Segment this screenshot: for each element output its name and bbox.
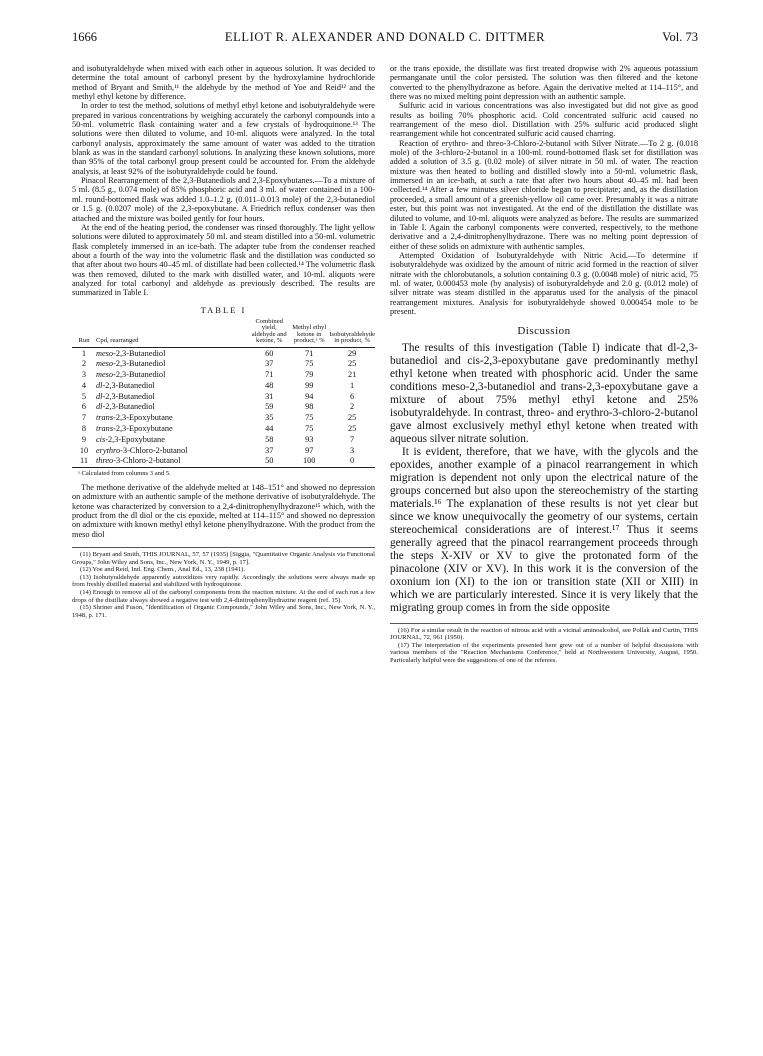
left-column	[72, 64, 375, 619]
run-number: 8	[81, 424, 87, 433]
aldehyde-cell: 1	[350, 380, 355, 390]
combined-cell: 35	[265, 413, 274, 423]
compound-name: -2,3-Butanediol	[113, 370, 166, 380]
page-number: 1666	[72, 30, 97, 44]
footnote: (17) The interpretation of the experiments presented here grew out of a number of helpful discussions with various members of the "Reaction Mechanisms Conference," held at Northwestern University, August, 1950. Particularly helpful were the suggestions of one of the referees.	[390, 641, 698, 664]
table-row	[72, 347, 375, 358]
footnote: (16) For a similar result in the reaction of nitrous acid with a vicinal aminoalcohol, see Pollak and Curtin, THIS JOURNAL, 72, 961 (1950).	[390, 626, 698, 642]
compound-name: -2,3-Butanediol	[113, 359, 166, 369]
compound-prefix: dl	[96, 380, 103, 390]
aldehyde-cell: 6	[350, 391, 355, 401]
volume-label: Vol. 73	[662, 30, 698, 44]
aldehyde-cell: 0	[329, 456, 375, 467]
footnote: (12) Yoe and Reid, Ind. Eng. Chem., Anal Ed., 13, 238 (1941).	[80, 566, 246, 574]
combined-cell: 37	[265, 445, 274, 455]
compound-cell	[96, 370, 249, 381]
compound-prefix: trans	[96, 413, 114, 423]
aldehyde-cell: 29	[347, 348, 357, 358]
aldehyde-cell: 2	[350, 402, 355, 412]
table-row	[72, 413, 375, 424]
compound-name: -3-Chloro-2-butanol	[113, 456, 181, 466]
compound-cell	[96, 445, 249, 456]
compound-cell	[96, 456, 249, 467]
footnote: (14) Enough to remove all of the carbonyl components from the reaction mixture. At the end of each run a few drops of the distillate always showed a negative test with 2,4-dinitrophenylhydrazine reagent (ref. 15).	[72, 589, 375, 604]
right-column	[390, 64, 698, 665]
aldehyde-cell: 7	[350, 434, 355, 444]
paragraph: At the end of the heating period, the condenser was rinsed thoroughly. The light yellow solutions were diluted to approximately 50 ml. and steam distilled into a 50-ml. volumetric flask completely immersed in an ice-bath. The adapter tube from the condenser reached about a fourth of the way into the volumetric flask and the distillation was conducted so that after about two hours 40–45 ml. of distillate had been collected.¹⁴ The volumetric flask was then removed, diluted to the mark with distilled water, and 10-ml. aliquots were analyzed for total carbonyl and aldehyde as previously described. The results are summarized in Table I.	[72, 222, 375, 298]
combined-cell: 59	[265, 402, 274, 412]
compound-name: -2,3-Butanediol	[113, 348, 166, 358]
compound-cell	[96, 391, 249, 402]
discussion-heading: Discussion	[517, 325, 571, 338]
table-row	[72, 434, 375, 445]
ketone-cell: 97	[305, 445, 314, 455]
compound-prefix: meso	[96, 359, 114, 369]
compound-prefix: meso	[96, 370, 114, 380]
compound-cell	[96, 423, 249, 434]
compound-name: -2,3-Butanediol	[102, 380, 155, 390]
compound-prefix: dl	[96, 391, 103, 401]
ketone-cell: 75	[305, 359, 314, 369]
ketone-cell: 71	[305, 348, 314, 358]
ketone-cell: 94	[305, 391, 314, 401]
paragraph: Sulfuric acid in various concentrations was also investigated but did not give as good results as boiling 70% phosphoric acid. Cold concentrated sulfuric acid caused no rearrangement of the meso diol. Distillation with 25% sulfuric acid produced slight rearrangement while hot concentrated sulfuric acid caused charring.	[390, 101, 698, 139]
table-row	[72, 456, 375, 467]
footnotes-left	[72, 547, 375, 619]
ketone-cell: 98	[305, 402, 314, 412]
run-number: 7	[81, 413, 87, 423]
compound-prefix: dl	[96, 402, 103, 412]
table-row	[72, 370, 375, 381]
table-row	[72, 402, 375, 413]
run-number: 4	[81, 380, 87, 390]
run-number: 11	[72, 456, 96, 467]
compound-cell	[96, 359, 249, 370]
section-paragraph-oxidation: Attempted Oxidation of Isobutyraldehyde with Nitric Acid.—To determine if isobutyraldehyde was oxidized by the amount of nitric acid formed in the reaction of silver nitrate with the chlorobutanols, a solution containing 0.3 g. (0.0048 mole) of nitric acid, 75 ml. of water, 0.000453 mole (by analysis) of isobutyraldehyde and 2.0 g. (0.012 mole) of silver nitrate was steam distilled in the apparatus used for the analysis of the pinacol rearrangement mixtures. Analysis for isobutyraldehyde showed 0.000454 mole to be present.	[390, 250, 698, 316]
run-number: 6	[81, 402, 87, 412]
footnote: (15) Shriner and Fuson, "Identification of Organic Compounds," John Wiley and Sons, Inc., New York, N. Y., 1948, p. 171.	[72, 604, 375, 619]
compound-prefix: threo	[96, 456, 114, 466]
column-header-compound: Cpd, rearranged	[96, 319, 249, 348]
compound-prefix: trans	[96, 424, 114, 433]
table-row	[72, 391, 375, 402]
compound-cell	[96, 413, 249, 424]
aldehyde-cell: 3	[350, 445, 355, 455]
combined-cell: 44	[265, 424, 274, 433]
combined-cell: 37	[265, 359, 274, 369]
footnotes-right	[390, 623, 698, 665]
ketone-cell: 99	[305, 380, 314, 390]
compound-name: -2,3-Epoxybutane	[113, 413, 173, 423]
table-row	[72, 445, 375, 456]
column-header-combined: Combined yield, aldehyde and ketone, %	[249, 319, 289, 348]
paragraph: or the trans epoxide, the distillate was first treated dropwise with 2% aqueous potassium permanganate until the color persisted. The solution was then filtered and the ketone converted to the phenylhydrazone as before. Again the derivative melted at 114–115°, and there was no mixed melting point depression with an authentic sample.	[390, 64, 698, 102]
compound-name: -2,3-Epoxybutane	[113, 424, 173, 433]
column-header-ketone: Methyl ethyl ketone in product,ᵃ %	[289, 319, 329, 348]
ketone-cell: 75	[305, 424, 314, 433]
combined-cell: 71	[265, 370, 274, 380]
run-number: 5	[81, 391, 87, 401]
ketone-cell: 79	[305, 370, 314, 380]
paragraph: The results of this investigation (Table I) indicate that dl-2,3-butanediol and cis-2,3-epoxybutane gave predominantly methyl ethyl ketone when treated with phosphoric acid. Under the same conditions meso-2,3-butanediol and trans-2,3-epoxybutane gave a mixture of about 75% methyl ethyl ketone and 25% isobutyraldehyde. In contrast, threo- and erythro-3-chloro-2-butanol gave almost exclusively methyl ethyl ketone when treated with aqueous silver nitrate solution.	[390, 341, 698, 445]
table-caption: TABLE I	[200, 304, 247, 315]
compound-cell	[96, 347, 249, 358]
results-table	[72, 319, 375, 468]
aldehyde-cell: 25	[347, 413, 357, 423]
discussion-body	[390, 342, 698, 615]
footnote: (11) Bryant and Smith, THIS JOURNAL, 57, 57 (1935) [Siggia, "Quantitative Organic Analysis via Functional Groups," John Wiley and Sons, Inc., New York, N. Y., 1949, p. 17].	[72, 551, 375, 566]
section-paragraph-pinacol: Pinacol Rearrangement of the 2,3-Butanediols and 2,3-Epoxybutanes.—To a mixture of 5 ml. (8.5 g., 0.074 mole) of 85% phosphoric acid and 3 ml. of water contained in a 100-ml. round-bottomed flask was added 1.0–1.2 g. (0.011–0.013 mole) of the 2,3-butanediol or 1.5 g. (0.0207 mole) of the 2,3-epoxybutane. A Friedrich reflux condenser was then attached and the mixture was boiled gently for four hours.	[72, 176, 375, 223]
table-footnote: ᵃ Calculated from columns 3 and 5.	[78, 469, 171, 477]
compound-cell	[96, 402, 249, 413]
running-title: ELLIOT R. ALEXANDER AND DONALD C. DITTMER	[224, 30, 546, 44]
combined-cell: 48	[265, 380, 274, 390]
run-number: 3	[81, 370, 87, 380]
paragraph: It is evident, therefore, that we have, with the glycols and the epoxides, another example of a pinacol rearrangement in which migration is dependent not only upon the electrical nature of the groups concerned but also upon the stereochemistry of the starting materials.¹⁶ The explanation of these results is not yet clear but since we know unequivocally the geometry of our systems, certain stereochemical considerations are of interest.¹⁷ Thus it seems generally agreed that the pinacol rearrangement proceeds through the steps X-XIV or XV to give the protonated form of the pinacolone (XIV or XV). In this work it is the conversion of the oxonium ion (XI) to the ion or transition state (XII or XIII) in which we are particularly interested. Since it is very likely that the migrating group comes in from the side opposite	[390, 445, 698, 614]
compound-name: -3-Chloro-2-butanol	[120, 445, 188, 455]
combined-cell: 60	[265, 348, 274, 358]
compound-prefix: erythro	[96, 445, 121, 455]
table-row	[72, 380, 375, 391]
aldehyde-cell: 21	[347, 370, 357, 380]
compound-name: -2,3-Butanediol	[102, 402, 155, 412]
footnote: (13) Isobutyraldehyde apparently autoxidizes very rapidly. Accordingly the solutions were always made up from freshly distilled material and stabilized with hydroquinone.	[72, 573, 375, 589]
column-header-run: Run	[72, 319, 96, 348]
run-number: 9	[81, 434, 87, 444]
aldehyde-cell: 25	[347, 359, 357, 369]
compound-name: -2,3-Butanediol	[102, 391, 155, 401]
run-number: 2	[81, 359, 87, 369]
paragraph: In order to test the method, solutions of methyl ethyl ketone and isobutyraldehyde were prepared in various concentrations by weighing accurately the carbonyl compounds into a 50-ml. volumetric flask containing water and a few crystals of hydroquinone.¹³ The solutions were then diluted to volume, and 10-ml. aliquots were analyzed. In the total carbonyl analysis, approximately the same amount of water was added to the titration blank as was in the standard carbonyl solutions. In analyzing these known solutions, more than 95% of the total carbonyl group present could be accounted for. From the aldehyde analysis, at least 92% of the isobutyraldehyde could be found.	[72, 101, 375, 176]
ketone-cell: 93	[305, 434, 314, 444]
combined-cell: 50	[249, 456, 289, 467]
section-paragraph-silver-nitrate: Reaction of erythro- and threo-3-Chloro-2-butanol with Silver Nitrate.—To 2 g. (0.018 mole) of the 3-chloro-2-butanol in a 100-ml. round-bottomed flask set for distillation was added a solution of 3.5 g. (0.02 mole) of silver nitrate in 50 ml. of water. The reaction mixture was then heated to boiling and distilled slowly into a 50-ml. volumetric flask, immersed in an ice-bath, at such a rate that after two hours about 40–45 ml. had been collected.¹⁴ After a few minutes silver chloride began to precipitate; and, as the distillation proceeded, a small amount of a greenish-yellow oil came over. Presumably it was a nitrate ester, but this point was not investigated. At the end of the distillation the distillate was diluted to volume, and 10-ml. aliquots were analyzed as before. The results are summarized in Table I. Again the carbonyl components were converted, respectively, to the methone derivative and a 2,4-dinitrophenylhydrazone. There was no melting point depression of either of these solids on admixture with authentic samples.	[390, 138, 698, 251]
paragraph: The methone derivative of the aldehyde melted at 148–151° and showed no depression on admixture with an authentic sample of the methone derivative of isobutyraldehyde. The ketone was characterized by conversion to a 2,4-dinitrophenylhydrazone¹⁵ which, with the product from the dl diol or the cis epoxide, melted at 114–115° and showed no depression on admixture with known methyl ethyl ketone phenylhydrazone. With the product from the meso diol	[72, 483, 375, 539]
table-row	[72, 423, 375, 434]
compound-prefix: meso	[96, 348, 114, 358]
table-row	[72, 359, 375, 370]
run-number: 10	[79, 445, 89, 455]
column-header-aldehyde: Isobutyraldehyde in product, %	[329, 319, 375, 348]
combined-cell: 58	[265, 434, 274, 444]
paragraph: and isobutyraldehyde when mixed with each other in aqueous solution. It was decided to determine the total amount of carbonyl present by the hydroxylamine hydrochloride method of Bryant and Smith,¹¹ the aldehyde by the method of Yoe and Reid¹² and the methyl ethyl ketone by difference.	[72, 64, 375, 102]
running-header	[72, 30, 698, 48]
aldehyde-cell: 25	[347, 424, 357, 433]
ketone-cell: 75	[305, 413, 314, 423]
combined-cell: 31	[265, 391, 274, 401]
compound-name: -2,3-Epoxybutane	[105, 434, 165, 444]
ketone-cell: 100	[289, 456, 329, 467]
run-number: 1	[81, 348, 87, 358]
compound-cell	[96, 380, 249, 391]
compound-cell	[96, 434, 249, 445]
compound-prefix: cis	[96, 434, 106, 444]
